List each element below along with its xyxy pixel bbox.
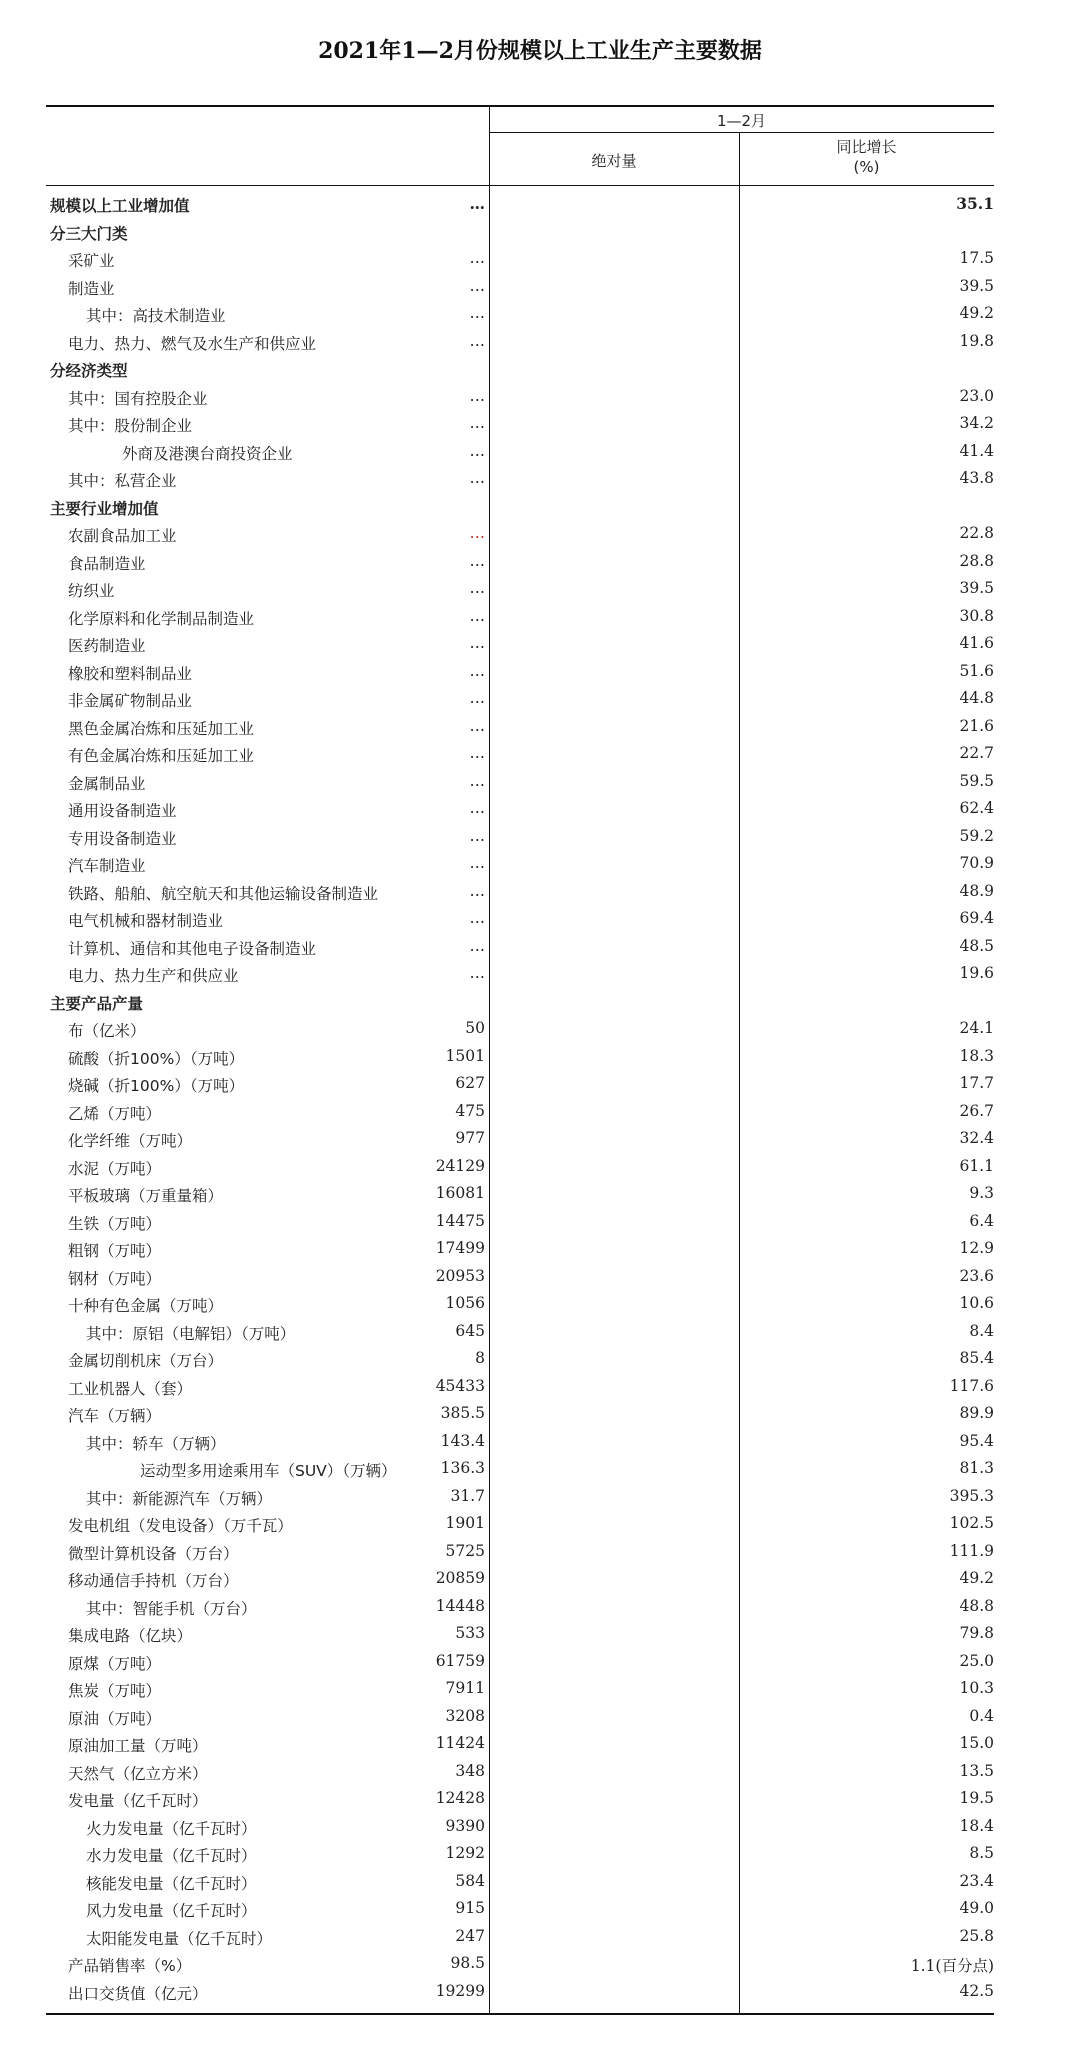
row-yoy-value: 28.8 xyxy=(959,551,994,570)
row-absolute-value: 977 xyxy=(455,1129,485,1147)
row-yoy-value: 395.3 xyxy=(949,1486,994,1505)
row-yoy-value: 62.4 xyxy=(959,799,994,817)
row-yoy-value: 34.2 xyxy=(959,414,994,432)
table-row xyxy=(46,1015,994,1043)
row-yoy-value: 26.7 xyxy=(959,1101,994,1120)
row-label: 粗钢（万吨） xyxy=(68,1242,162,1260)
row-yoy-value: 23.6 xyxy=(959,1266,994,1285)
table-row xyxy=(46,1373,994,1401)
row-label: 农副食品加工业 xyxy=(68,527,177,545)
table-row xyxy=(46,1703,994,1731)
row-label: 天然气（亿立方米） xyxy=(68,1764,208,1783)
table-row xyxy=(46,1455,994,1483)
row-yoy-value: 10.6 xyxy=(959,1294,994,1312)
row-absolute-value: … xyxy=(469,469,485,487)
row-absolute-value: … xyxy=(469,551,485,570)
row-label: 运动型多用途乘用车（SUV）（万辆） xyxy=(140,1462,397,1480)
table-row xyxy=(46,1565,994,1593)
table-row xyxy=(46,520,994,548)
table-body xyxy=(46,190,994,2005)
row-label: 黑色金属冶炼和压延加工业 xyxy=(68,719,255,738)
table-row xyxy=(46,273,994,301)
row-label: 主要行业增加值 xyxy=(50,499,159,518)
row-yoy-value: 41.4 xyxy=(959,441,994,460)
row-label: 火力发电量（亿千瓦时） xyxy=(86,1819,257,1838)
row-label: 核能发电量（亿千瓦时） xyxy=(86,1874,257,1893)
row-absolute-value: … xyxy=(469,964,485,982)
row-absolute-value: 385.5 xyxy=(440,1404,485,1422)
row-absolute-value: 533 xyxy=(455,1624,485,1642)
row-yoy-value: 6.4 xyxy=(969,1211,994,1230)
row-absolute-value: 1501 xyxy=(445,1046,485,1065)
row-yoy-value: 24.1 xyxy=(959,1019,994,1037)
table-row xyxy=(46,1098,994,1126)
row-yoy-value: 85.4 xyxy=(959,1349,994,1367)
row-label: 制造业 xyxy=(68,279,115,298)
row-absolute-value: … xyxy=(469,579,485,597)
table-row xyxy=(46,1813,994,1841)
row-absolute-value: 16081 xyxy=(435,1184,485,1202)
table-row xyxy=(46,1620,994,1648)
table-row xyxy=(46,1895,994,1923)
row-absolute-value: 1056 xyxy=(445,1294,485,1312)
row-absolute-value: 1901 xyxy=(445,1514,485,1532)
row-yoy-value: 42.5 xyxy=(959,1981,994,2000)
row-absolute-value: … xyxy=(469,799,485,817)
row-label: 移动通信手持机（万台） xyxy=(68,1572,239,1590)
row-yoy-value: 61.1 xyxy=(959,1156,994,1175)
row-absolute-value: … xyxy=(469,441,485,460)
row-absolute-value: 98.5 xyxy=(450,1954,485,1972)
table-row xyxy=(46,1428,994,1456)
row-yoy-value: 32.4 xyxy=(959,1129,994,1147)
table-row xyxy=(46,1235,994,1263)
header-yoy-unit: (%) xyxy=(853,158,880,176)
row-yoy-value: 22.7 xyxy=(959,744,994,762)
row-yoy-value: 1.1(百分点) xyxy=(910,1957,994,1975)
row-yoy-value: 49.0 xyxy=(959,1899,994,1917)
row-yoy-value: 13.5 xyxy=(959,1761,994,1780)
header-yoy-label: 同比增长 xyxy=(836,138,897,156)
row-yoy-value: 25.0 xyxy=(959,1651,994,1670)
row-label: 布（亿米） xyxy=(68,1022,146,1040)
row-absolute-value: 50 xyxy=(465,1019,485,1037)
row-yoy-value: 41.6 xyxy=(959,634,994,652)
row-label: 规模以上工业增加值 xyxy=(50,197,190,215)
row-absolute-value: 14448 xyxy=(435,1596,485,1615)
row-absolute-value: … xyxy=(469,661,485,680)
row-label: 分经济类型 xyxy=(50,362,128,380)
row-label: 发电机组（发电设备）（万千瓦） xyxy=(68,1517,293,1535)
table-row xyxy=(46,300,994,328)
row-absolute-value: 11424 xyxy=(435,1734,485,1752)
row-absolute-value: … xyxy=(469,634,485,652)
row-label: 食品制造业 xyxy=(68,554,146,573)
row-label: 橡胶和塑料制品业 xyxy=(68,664,193,683)
table-row xyxy=(46,795,994,823)
row-label: 焦炭（万吨） xyxy=(68,1682,162,1700)
row-absolute-value: … xyxy=(469,909,485,927)
row-absolute-value: … xyxy=(469,744,485,762)
row-label: 发电量（亿千瓦时） xyxy=(68,1792,208,1810)
row-yoy-value: 15.0 xyxy=(959,1734,994,1752)
row-label: 钢材（万吨） xyxy=(68,1269,162,1288)
row-yoy-value: 35.1 xyxy=(956,194,994,213)
row-absolute-value: … xyxy=(469,276,485,295)
table-row xyxy=(46,685,994,713)
table-row xyxy=(46,960,994,988)
table-row xyxy=(46,1923,994,1951)
row-absolute-value: … xyxy=(469,194,485,213)
table-row xyxy=(46,1125,994,1153)
row-absolute-value: 19299 xyxy=(435,1981,485,2000)
table-row xyxy=(46,575,994,603)
row-absolute-value: 12428 xyxy=(435,1789,485,1807)
table-row xyxy=(46,1593,994,1621)
row-yoy-value: 17.7 xyxy=(959,1074,994,1092)
row-label: 有色金属冶炼和压延加工业 xyxy=(68,747,255,765)
row-absolute-value: 247 xyxy=(455,1926,485,1945)
row-label: 非金属矿物制品业 xyxy=(68,692,193,710)
row-label: 其中：智能手机（万台） xyxy=(86,1599,257,1618)
row-yoy-value: 89.9 xyxy=(959,1404,994,1422)
table-row xyxy=(46,630,994,658)
row-label: 化学原料和化学制品制造业 xyxy=(68,609,255,628)
row-absolute-value: 7911 xyxy=(445,1679,485,1697)
row-yoy-value: 0.4 xyxy=(969,1706,994,1725)
row-absolute-value: … xyxy=(469,524,485,542)
row-absolute-value: 8 xyxy=(475,1349,485,1367)
table-row xyxy=(46,1950,994,1978)
table-row xyxy=(46,1483,994,1511)
row-label: 集成电路（亿块） xyxy=(68,1627,193,1645)
row-absolute-value: … xyxy=(469,386,485,405)
row-yoy-value: 39.5 xyxy=(959,276,994,295)
row-absolute-value: 645 xyxy=(455,1321,485,1340)
table-row xyxy=(46,1043,994,1071)
row-yoy-value: 81.3 xyxy=(959,1459,994,1477)
row-absolute-value: 20859 xyxy=(435,1569,485,1587)
row-absolute-value: 61759 xyxy=(435,1651,485,1670)
row-label: 十种有色金属（万吨） xyxy=(68,1297,224,1315)
row-yoy-value: 21.6 xyxy=(959,716,994,735)
row-yoy-value: 18.4 xyxy=(959,1816,994,1835)
row-yoy-value: 70.9 xyxy=(959,854,994,872)
row-absolute-value: … xyxy=(469,881,485,900)
row-label: 外商及港澳台商投资企业 xyxy=(122,444,293,463)
row-yoy-value: 8.5 xyxy=(969,1844,994,1862)
row-absolute-value: 136.3 xyxy=(440,1459,485,1477)
row-yoy-value: 12.9 xyxy=(959,1239,994,1257)
row-absolute-value: 20953 xyxy=(435,1266,485,1285)
row-absolute-value: … xyxy=(469,854,485,872)
row-label: 水力发电量（亿千瓦时） xyxy=(86,1847,257,1865)
row-label: 其中：原铝（电解铝）（万吨） xyxy=(86,1324,296,1343)
row-label: 其中：高技术制造业 xyxy=(86,307,226,325)
row-yoy-value: 19.5 xyxy=(959,1789,994,1807)
row-yoy-value: 59.2 xyxy=(959,826,994,845)
table-row xyxy=(46,1785,994,1813)
page-title: 2021年1—2月份规模以上工业生产主要数据 xyxy=(318,38,762,64)
row-label: 汽车制造业 xyxy=(68,857,146,875)
table-row xyxy=(46,245,994,273)
row-yoy-value: 19.8 xyxy=(959,331,994,350)
row-yoy-value: 23.4 xyxy=(959,1871,994,1890)
table-row xyxy=(46,218,994,246)
row-yoy-value: 10.3 xyxy=(959,1679,994,1697)
row-absolute-value: 24129 xyxy=(435,1156,485,1175)
table-row xyxy=(46,1730,994,1758)
row-absolute-value: … xyxy=(469,606,485,625)
row-absolute-value: 5725 xyxy=(445,1541,485,1560)
header-bottom-rule xyxy=(46,185,994,186)
row-label: 工业机器人（套） xyxy=(68,1379,193,1398)
row-absolute-value: 627 xyxy=(455,1074,485,1092)
row-absolute-value: … xyxy=(469,249,485,267)
table-row xyxy=(46,1400,994,1428)
row-yoy-value: 49.2 xyxy=(959,304,994,322)
table-row xyxy=(46,1538,994,1566)
row-label: 铁路、船舶、航空航天和其他运输设备制造业 xyxy=(68,884,379,903)
row-yoy-value: 22.8 xyxy=(959,524,994,542)
row-absolute-value: … xyxy=(469,689,485,707)
row-yoy-value: 59.5 xyxy=(959,771,994,790)
row-absolute-value: … xyxy=(469,414,485,432)
table-row xyxy=(46,658,994,686)
row-label: 通用设备制造业 xyxy=(68,802,177,820)
row-label: 主要产品产量 xyxy=(50,994,144,1013)
table-row xyxy=(46,190,994,218)
table-row xyxy=(46,1675,994,1703)
row-label: 其中：国有控股企业 xyxy=(68,389,208,408)
row-label: 医药制造业 xyxy=(68,637,146,655)
row-absolute-value: … xyxy=(469,716,485,735)
row-label: 生铁（万吨） xyxy=(68,1214,162,1233)
row-yoy-value: 102.5 xyxy=(949,1514,994,1532)
row-absolute-value: 475 xyxy=(455,1101,485,1120)
table-row xyxy=(46,1153,994,1181)
row-label: 计算机、通信和其他电子设备制造业 xyxy=(68,939,317,958)
table-row xyxy=(46,1978,994,2006)
row-yoy-value: 25.8 xyxy=(959,1926,994,1945)
row-label: 电力、热力生产和供应业 xyxy=(68,967,239,985)
data-table xyxy=(46,105,994,2015)
table-row xyxy=(46,1318,994,1346)
row-absolute-value: … xyxy=(469,304,485,322)
row-label: 其中：私营企业 xyxy=(68,472,177,490)
row-absolute-value: 143.4 xyxy=(440,1431,485,1450)
row-label: 风力发电量（亿千瓦时） xyxy=(86,1902,257,1920)
table-row xyxy=(46,1510,994,1538)
table-row xyxy=(46,740,994,768)
row-absolute-value: 45433 xyxy=(435,1376,485,1395)
row-label: 其中：股份制企业 xyxy=(68,417,193,435)
row-yoy-value: 79.8 xyxy=(959,1624,994,1642)
row-yoy-value: 44.8 xyxy=(959,689,994,707)
table-row xyxy=(46,1648,994,1676)
row-label: 汽车（万辆） xyxy=(68,1407,162,1425)
row-label: 分三大门类 xyxy=(50,224,128,243)
table-row xyxy=(46,1180,994,1208)
row-label: 平板玻璃（万重量箱） xyxy=(68,1187,224,1205)
row-label: 其中：新能源汽车（万辆） xyxy=(86,1489,273,1508)
row-yoy-value: 43.8 xyxy=(959,469,994,487)
row-yoy-value: 95.4 xyxy=(959,1431,994,1450)
table-row xyxy=(46,1868,994,1896)
header-yoy xyxy=(739,137,994,177)
row-label: 电气机械和器材制造业 xyxy=(68,912,224,930)
row-label: 乙烯（万吨） xyxy=(68,1104,162,1123)
table-row xyxy=(46,1290,994,1318)
row-label: 出口交货值（亿元） xyxy=(68,1984,208,2003)
table-row xyxy=(46,933,994,961)
table-row xyxy=(46,988,994,1016)
row-absolute-value: 31.7 xyxy=(450,1486,485,1505)
row-yoy-value: 18.3 xyxy=(959,1046,994,1065)
row-label: 纺织业 xyxy=(68,582,115,600)
table-row xyxy=(46,823,994,851)
row-yoy-value: 117.6 xyxy=(949,1376,994,1395)
table-row xyxy=(46,850,994,878)
row-yoy-value: 8.4 xyxy=(969,1321,994,1340)
header-absolute: 绝对量 xyxy=(591,152,637,170)
row-yoy-value: 48.9 xyxy=(959,881,994,900)
row-label: 采矿业 xyxy=(68,252,115,270)
row-label: 金属制品业 xyxy=(68,774,146,793)
row-absolute-value: 17499 xyxy=(435,1239,485,1257)
row-label: 原煤（万吨） xyxy=(68,1654,162,1673)
row-label: 专用设备制造业 xyxy=(68,829,177,848)
row-absolute-value: … xyxy=(469,331,485,350)
table-row xyxy=(46,713,994,741)
table-row xyxy=(46,1070,994,1098)
row-yoy-value: 48.5 xyxy=(959,936,994,955)
table-row xyxy=(46,1263,994,1291)
table-bottom-rule xyxy=(46,2013,994,2015)
table-row xyxy=(46,603,994,631)
header-sub-rule xyxy=(489,132,994,133)
row-label: 太阳能发电量（亿千瓦时） xyxy=(86,1929,273,1948)
table-row xyxy=(46,1208,994,1236)
row-label: 金属切削机床（万台） xyxy=(68,1352,224,1370)
table-row xyxy=(46,878,994,906)
row-label: 微型计算机设备（万台） xyxy=(68,1544,239,1563)
table-row xyxy=(46,355,994,383)
table-row xyxy=(46,1345,994,1373)
row-label: 化学纤维（万吨） xyxy=(68,1132,193,1150)
row-absolute-value: 584 xyxy=(455,1871,485,1890)
row-yoy-value: 49.2 xyxy=(959,1569,994,1587)
row-yoy-value: 17.5 xyxy=(959,249,994,267)
table-row xyxy=(46,438,994,466)
table-row xyxy=(46,768,994,796)
row-label: 原油加工量（万吨） xyxy=(68,1737,208,1755)
row-absolute-value: 3208 xyxy=(445,1706,485,1725)
row-yoy-value: 23.0 xyxy=(959,386,994,405)
row-yoy-value: 111.9 xyxy=(949,1541,994,1560)
table-row xyxy=(46,1840,994,1868)
row-label: 原油（万吨） xyxy=(68,1709,162,1728)
row-absolute-value: 915 xyxy=(455,1899,485,1917)
row-label: 烧碱（折100%）（万吨） xyxy=(68,1077,245,1095)
row-yoy-value: 39.5 xyxy=(959,579,994,597)
row-absolute-value: 9390 xyxy=(445,1816,485,1835)
table-row xyxy=(46,465,994,493)
row-yoy-value: 69.4 xyxy=(959,909,994,927)
table-row xyxy=(46,548,994,576)
table-row xyxy=(46,1758,994,1786)
row-label: 其中：轿车（万辆） xyxy=(86,1434,226,1453)
row-yoy-value: 30.8 xyxy=(959,606,994,625)
row-label: 水泥（万吨） xyxy=(68,1159,162,1178)
row-yoy-value: 9.3 xyxy=(969,1184,994,1202)
row-absolute-value: … xyxy=(469,826,485,845)
row-label: 硫酸（折100%）（万吨） xyxy=(68,1049,245,1068)
row-yoy-value: 19.6 xyxy=(959,964,994,982)
row-absolute-value: 14475 xyxy=(435,1211,485,1230)
row-label: 电力、热力、燃气及水生产和供应业 xyxy=(68,334,317,353)
table-row xyxy=(46,410,994,438)
row-yoy-value: 48.8 xyxy=(959,1596,994,1615)
row-yoy-value: 51.6 xyxy=(959,661,994,680)
row-absolute-value: … xyxy=(469,771,485,790)
table-row xyxy=(46,383,994,411)
row-absolute-value: 348 xyxy=(455,1761,485,1780)
row-absolute-value: 1292 xyxy=(445,1844,485,1862)
header-period: 1—2月 xyxy=(716,112,767,130)
table-row xyxy=(46,328,994,356)
row-absolute-value: … xyxy=(469,936,485,955)
table-row xyxy=(46,905,994,933)
table-top-rule xyxy=(46,105,994,107)
table-row xyxy=(46,493,994,521)
row-label: 产品销售率（%） xyxy=(68,1957,192,1975)
